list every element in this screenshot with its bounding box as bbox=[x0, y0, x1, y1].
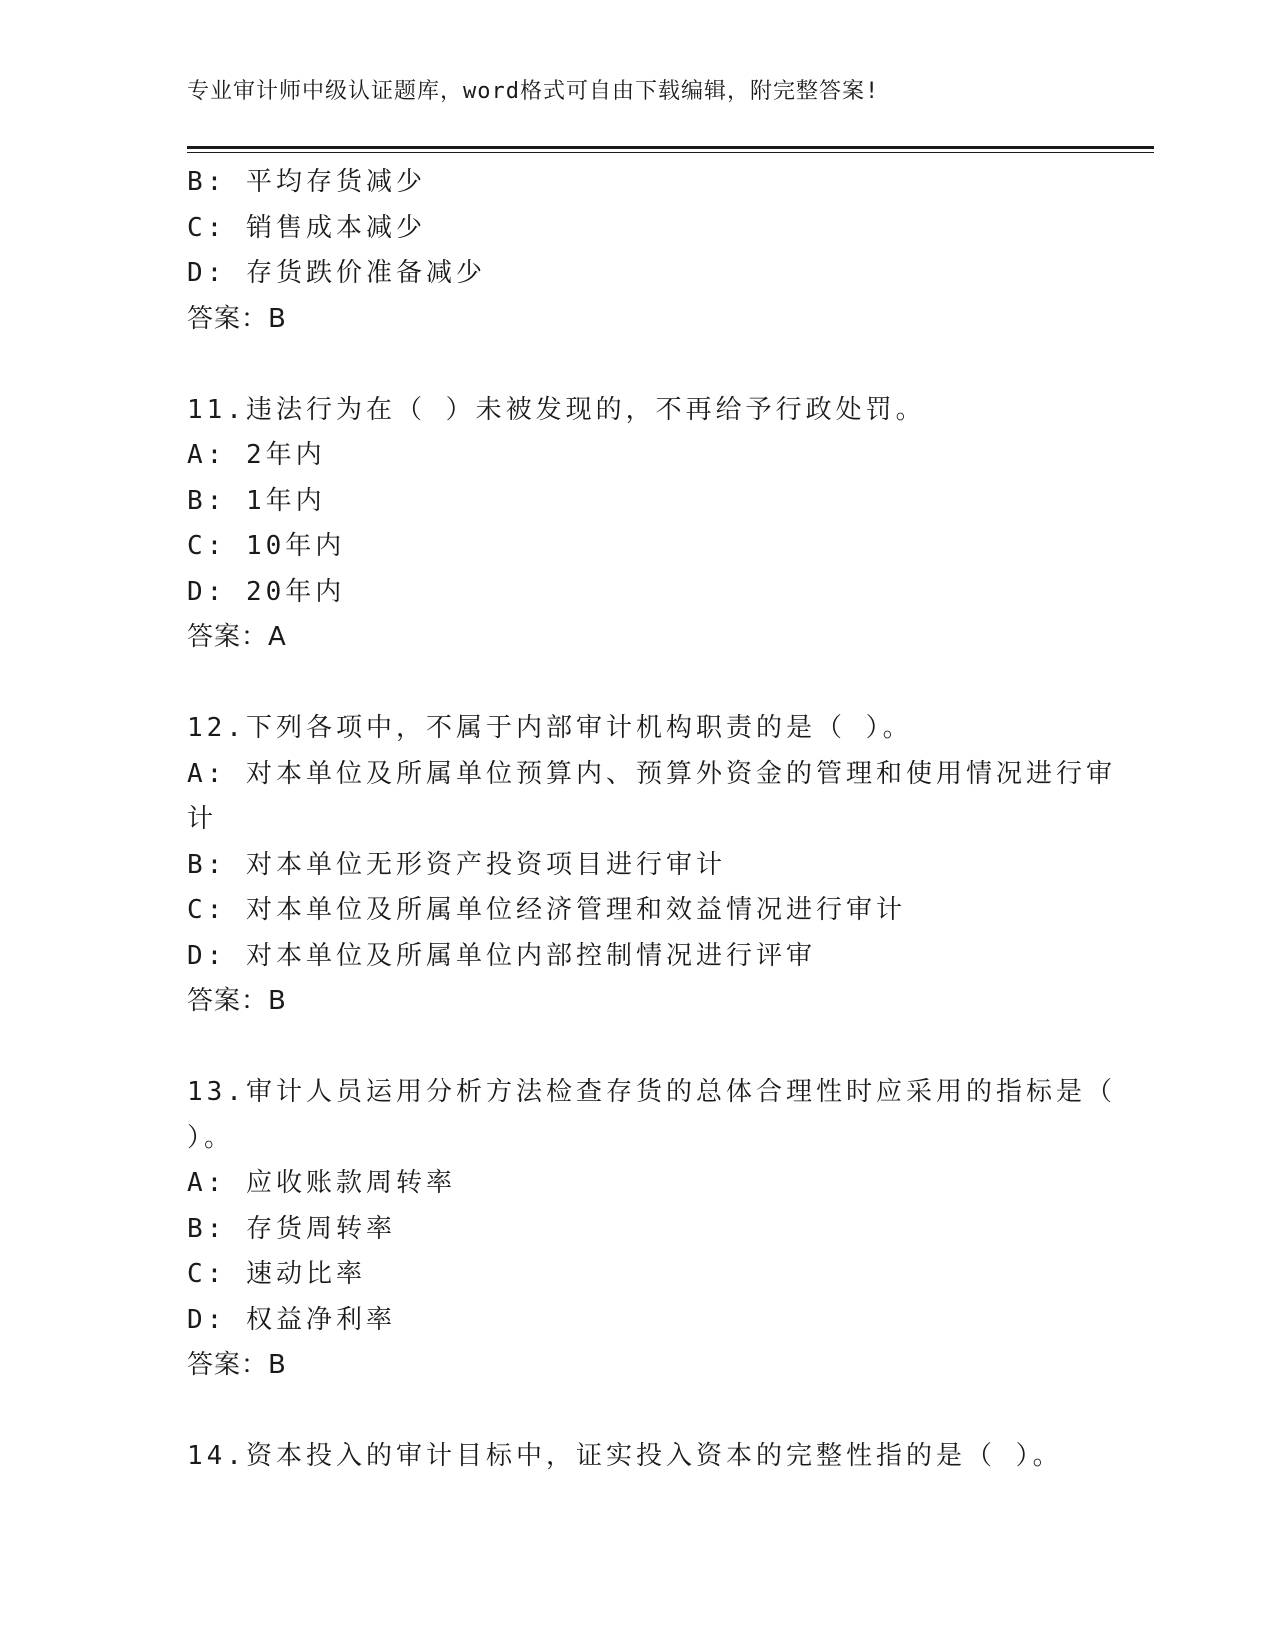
option-c: C: 对本单位及所属单位经济管理和效益情况进行审计 bbox=[187, 895, 906, 925]
option-d: D: 20年内 bbox=[187, 576, 346, 607]
option-d: D: 对本单位及所属单位内部控制情况进行评审 bbox=[187, 940, 816, 971]
header-rule-thick bbox=[187, 146, 1154, 149]
option-a-continued: 计 bbox=[187, 804, 218, 834]
question-partial bbox=[187, 160, 1087, 342]
option-a: A: 2年内 bbox=[187, 440, 326, 470]
question-stem: 13.审计人员运用分析方法检查存货的总体合理性时应采用的指标是（ bbox=[187, 1077, 1116, 1107]
option-a: A: 应收账款周转率 bbox=[187, 1168, 456, 1198]
question-stem: 14.资本投入的审计目标中，证实投入资本的完整性指的是（ ）。 bbox=[187, 1441, 1063, 1471]
answer: 答案：B bbox=[187, 986, 287, 1016]
option-d: D: 存货跌价准备减少 bbox=[187, 258, 486, 288]
question-stem-continued: ）。 bbox=[187, 1122, 235, 1153]
document-body bbox=[187, 160, 1116, 1480]
question-stem: 11.违法行为在（ ）未被发现的，不再给予行政处罚。 bbox=[187, 394, 926, 425]
answer: 答案：B bbox=[187, 303, 287, 334]
option-d: D: 权益净利率 bbox=[187, 1304, 396, 1335]
answer: 答案：A bbox=[187, 622, 287, 652]
question-13 bbox=[187, 1070, 1116, 1389]
page-header: 专业审计师中级认证题库，word格式可自由下载编辑，附完整答案! bbox=[187, 79, 880, 104]
header-rule-thin bbox=[187, 152, 1154, 153]
question-14 bbox=[187, 1434, 1087, 1480]
option-b: B: 平均存货减少 bbox=[187, 167, 426, 197]
question-stem: 12.下列各项中，不属于内部审计机构职责的是（ ）。 bbox=[187, 713, 913, 743]
question-12 bbox=[187, 706, 1116, 1025]
option-b: B: 对本单位无形资产投资项目进行审计 bbox=[187, 849, 726, 880]
option-c: C: 销售成本减少 bbox=[187, 212, 426, 243]
option-a: A: 对本单位及所属单位预算内、预算外资金的管理和使用情况进行审 bbox=[187, 758, 1116, 789]
option-b: B: 1年内 bbox=[187, 485, 326, 516]
question-11 bbox=[187, 388, 1087, 661]
answer: 答案：B bbox=[187, 1350, 287, 1380]
option-c: C: 速动比率 bbox=[187, 1259, 366, 1289]
option-b: B: 存货周转率 bbox=[187, 1213, 396, 1244]
option-c: C: 10年内 bbox=[187, 531, 346, 561]
